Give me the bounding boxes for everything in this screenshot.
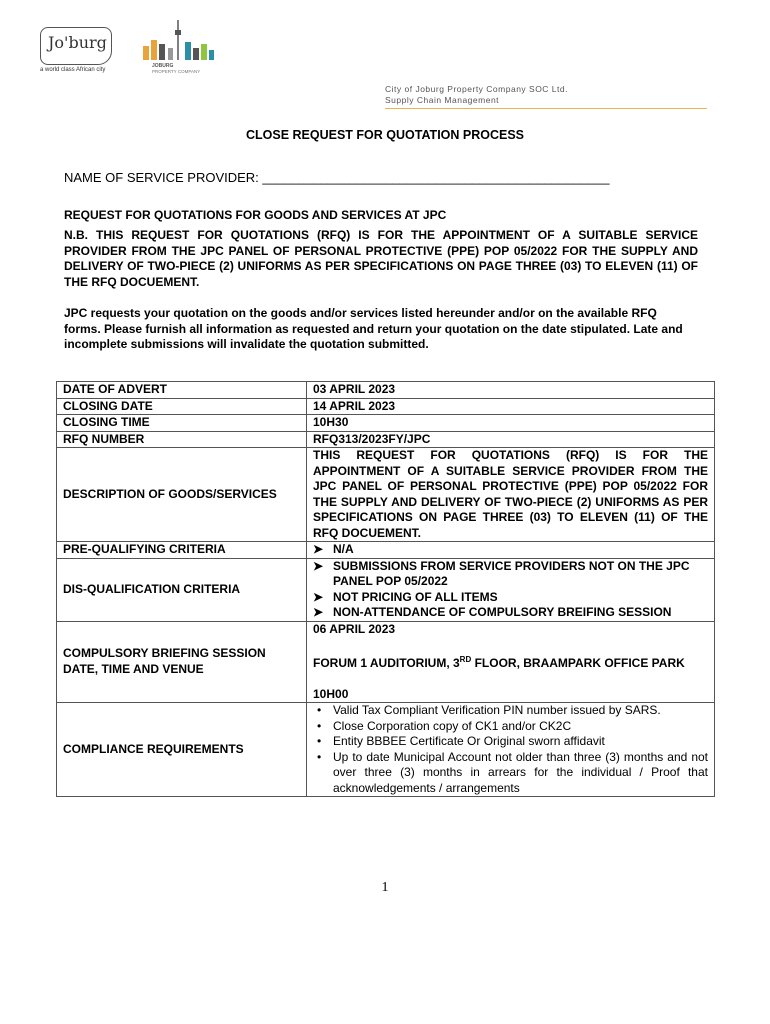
closing-date-label: CLOSING DATE [57, 398, 307, 415]
jpc-logo-icon [143, 20, 215, 60]
company-header [385, 84, 568, 106]
header-divider [385, 108, 707, 109]
compliance-label: COMPLIANCE REQUIREMENTS [57, 703, 307, 797]
closing-time-value: 10H30 [307, 415, 715, 432]
arrow-bullet-icon: ➤ [313, 542, 324, 556]
joburg-tagline: a world class African city [40, 67, 106, 73]
list-item: • Up to date Municipal Account not older than three (3) months and not over three (3) months in arrears for the individual / Proof that acknowledgements / arrangements [317, 749, 708, 795]
rfq-number-value: RFQ313/2023FY/JPC [307, 431, 715, 448]
briefing-label: COMPULSORY BRIEFING SESSION DATE, TIME AND VENUE [57, 621, 307, 703]
list-item: ➤ NOT PRICING OF ALL ITEMS [313, 589, 498, 604]
list-item: • Close Corporation copy of CK1 and/or CK2C [317, 718, 572, 733]
list-item: ➤ SUBMISSIONS FROM SERVICE PROVIDERS NOT ON THE JPC PANEL POP 05/2022 [313, 558, 690, 588]
briefing-date: 06 APRIL 2023 [313, 621, 396, 636]
bullet-icon: • [317, 734, 322, 748]
list-item: • Valid Tax Compliant Verification PIN number issued by SARS. [317, 703, 661, 717]
company-name: City of Joburg Property Company SOC Ltd. [385, 84, 568, 94]
page-number: 1 [381, 880, 389, 895]
joburg-logo-text: Jo'burg [48, 33, 107, 52]
table-row [57, 542, 715, 559]
compliance-list [307, 703, 715, 797]
rfq-details-table [56, 381, 715, 797]
table-row [57, 431, 715, 448]
briefing-value [307, 621, 715, 703]
page-title: CLOSE REQUEST FOR QUOTATION PROCESS [245, 128, 525, 142]
disqual-list [307, 558, 715, 621]
closing-time-label: CLOSING TIME [57, 415, 307, 432]
bullet-icon: • [317, 703, 322, 717]
disqual-label: DIS-QUALIFICATION CRITERIA [57, 558, 307, 621]
description-label: DESCRIPTION OF GOODS/SERVICES [57, 448, 307, 542]
table-row [57, 558, 715, 621]
briefing-time: 10H00 [313, 686, 349, 701]
jpc-logo-line2: PROPERTY COMPANY [152, 69, 201, 74]
intro-paragraph: JPC requests your quotation on the goods and/or services listed hereunder and/or on the available RFQ forms. Please furnish all information as requested and return your quotation on the date stipulated. Late and incomplete submissions will invalidate the quotation submitted. [64, 306, 683, 351]
arrow-bullet-icon: ➤ [313, 605, 324, 619]
arrow-bullet-icon: ➤ [313, 558, 324, 573]
table-row [57, 415, 715, 432]
jpc-logo-line1: JOBURG [152, 63, 174, 69]
date-advert-label: DATE OF ADVERT [57, 382, 307, 399]
closing-date-value: 14 APRIL 2023 [307, 398, 715, 415]
rfq-number-label: RFQ NUMBER [57, 431, 307, 448]
nb-paragraph: N.B. THIS REQUEST FOR QUOTATIONS (RFQ) IS FOR THE APPOINTMENT OF A SUITABLE SERVICE PROVIDER FROM THE JPC PANEL OF PERSONAL PROTECTIVE (PPE) POP 05/2022 FOR THE SUPPLY AND DELIVERY OF TWO-PIECE (2) UNIFORMS AS PER SPECIFICATIONS ON PAGE THREE (03) TO ELEVEN (11) OF THE RFQ DOCUEMENT. [64, 228, 698, 289]
list-item: ➤ N/A [313, 542, 354, 556]
table-row [57, 621, 715, 703]
briefing-venue: FORUM 1 AUDITORIUM, 3RD FLOOR, BRAAMPARK OFFICE PARK [313, 655, 685, 670]
prequal-list [307, 542, 715, 559]
table-row [57, 398, 715, 415]
company-dept: Supply Chain Management [385, 95, 500, 105]
arrow-bullet-icon: ➤ [313, 589, 324, 604]
bullet-icon: • [317, 749, 322, 764]
list-item: ➤ NON-ATTENDANCE OF COMPULSORY BREIFING SESSION [313, 605, 672, 619]
prequal-label: PRE-QUALIFYING CRITERIA [57, 542, 307, 559]
service-provider-field: NAME OF SERVICE PROVIDER: ________________________________________________ [64, 170, 610, 185]
table-row [57, 382, 715, 399]
bullet-icon: • [317, 718, 322, 733]
table-row [57, 703, 715, 797]
description-value: THIS REQUEST FOR QUOTATIONS (RFQ) IS FOR THE APPOINTMENT OF A SUITABLE SERVICE PROVIDER FROM THE JPC PANEL OF PERSONAL PROTECTIVE (PPE) POP 05/2022 FOR THE SUPPLY AND DELIVERY OF TWO-PIECE (2) UNIFORMS AS PER SPECIFICATIONS ON PAGE THREE (03) TO ELEVEN (11) OF THE RFQ DOCUEMENT. [307, 448, 715, 542]
section-heading: REQUEST FOR QUOTATIONS FOR GOODS AND SERVICES AT JPC [64, 208, 447, 222]
date-advert-value: 03 APRIL 2023 [307, 382, 715, 399]
list-item: • Entity BBBEE Certificate Or Original sworn affidavit [317, 734, 605, 748]
table-row [57, 448, 715, 542]
